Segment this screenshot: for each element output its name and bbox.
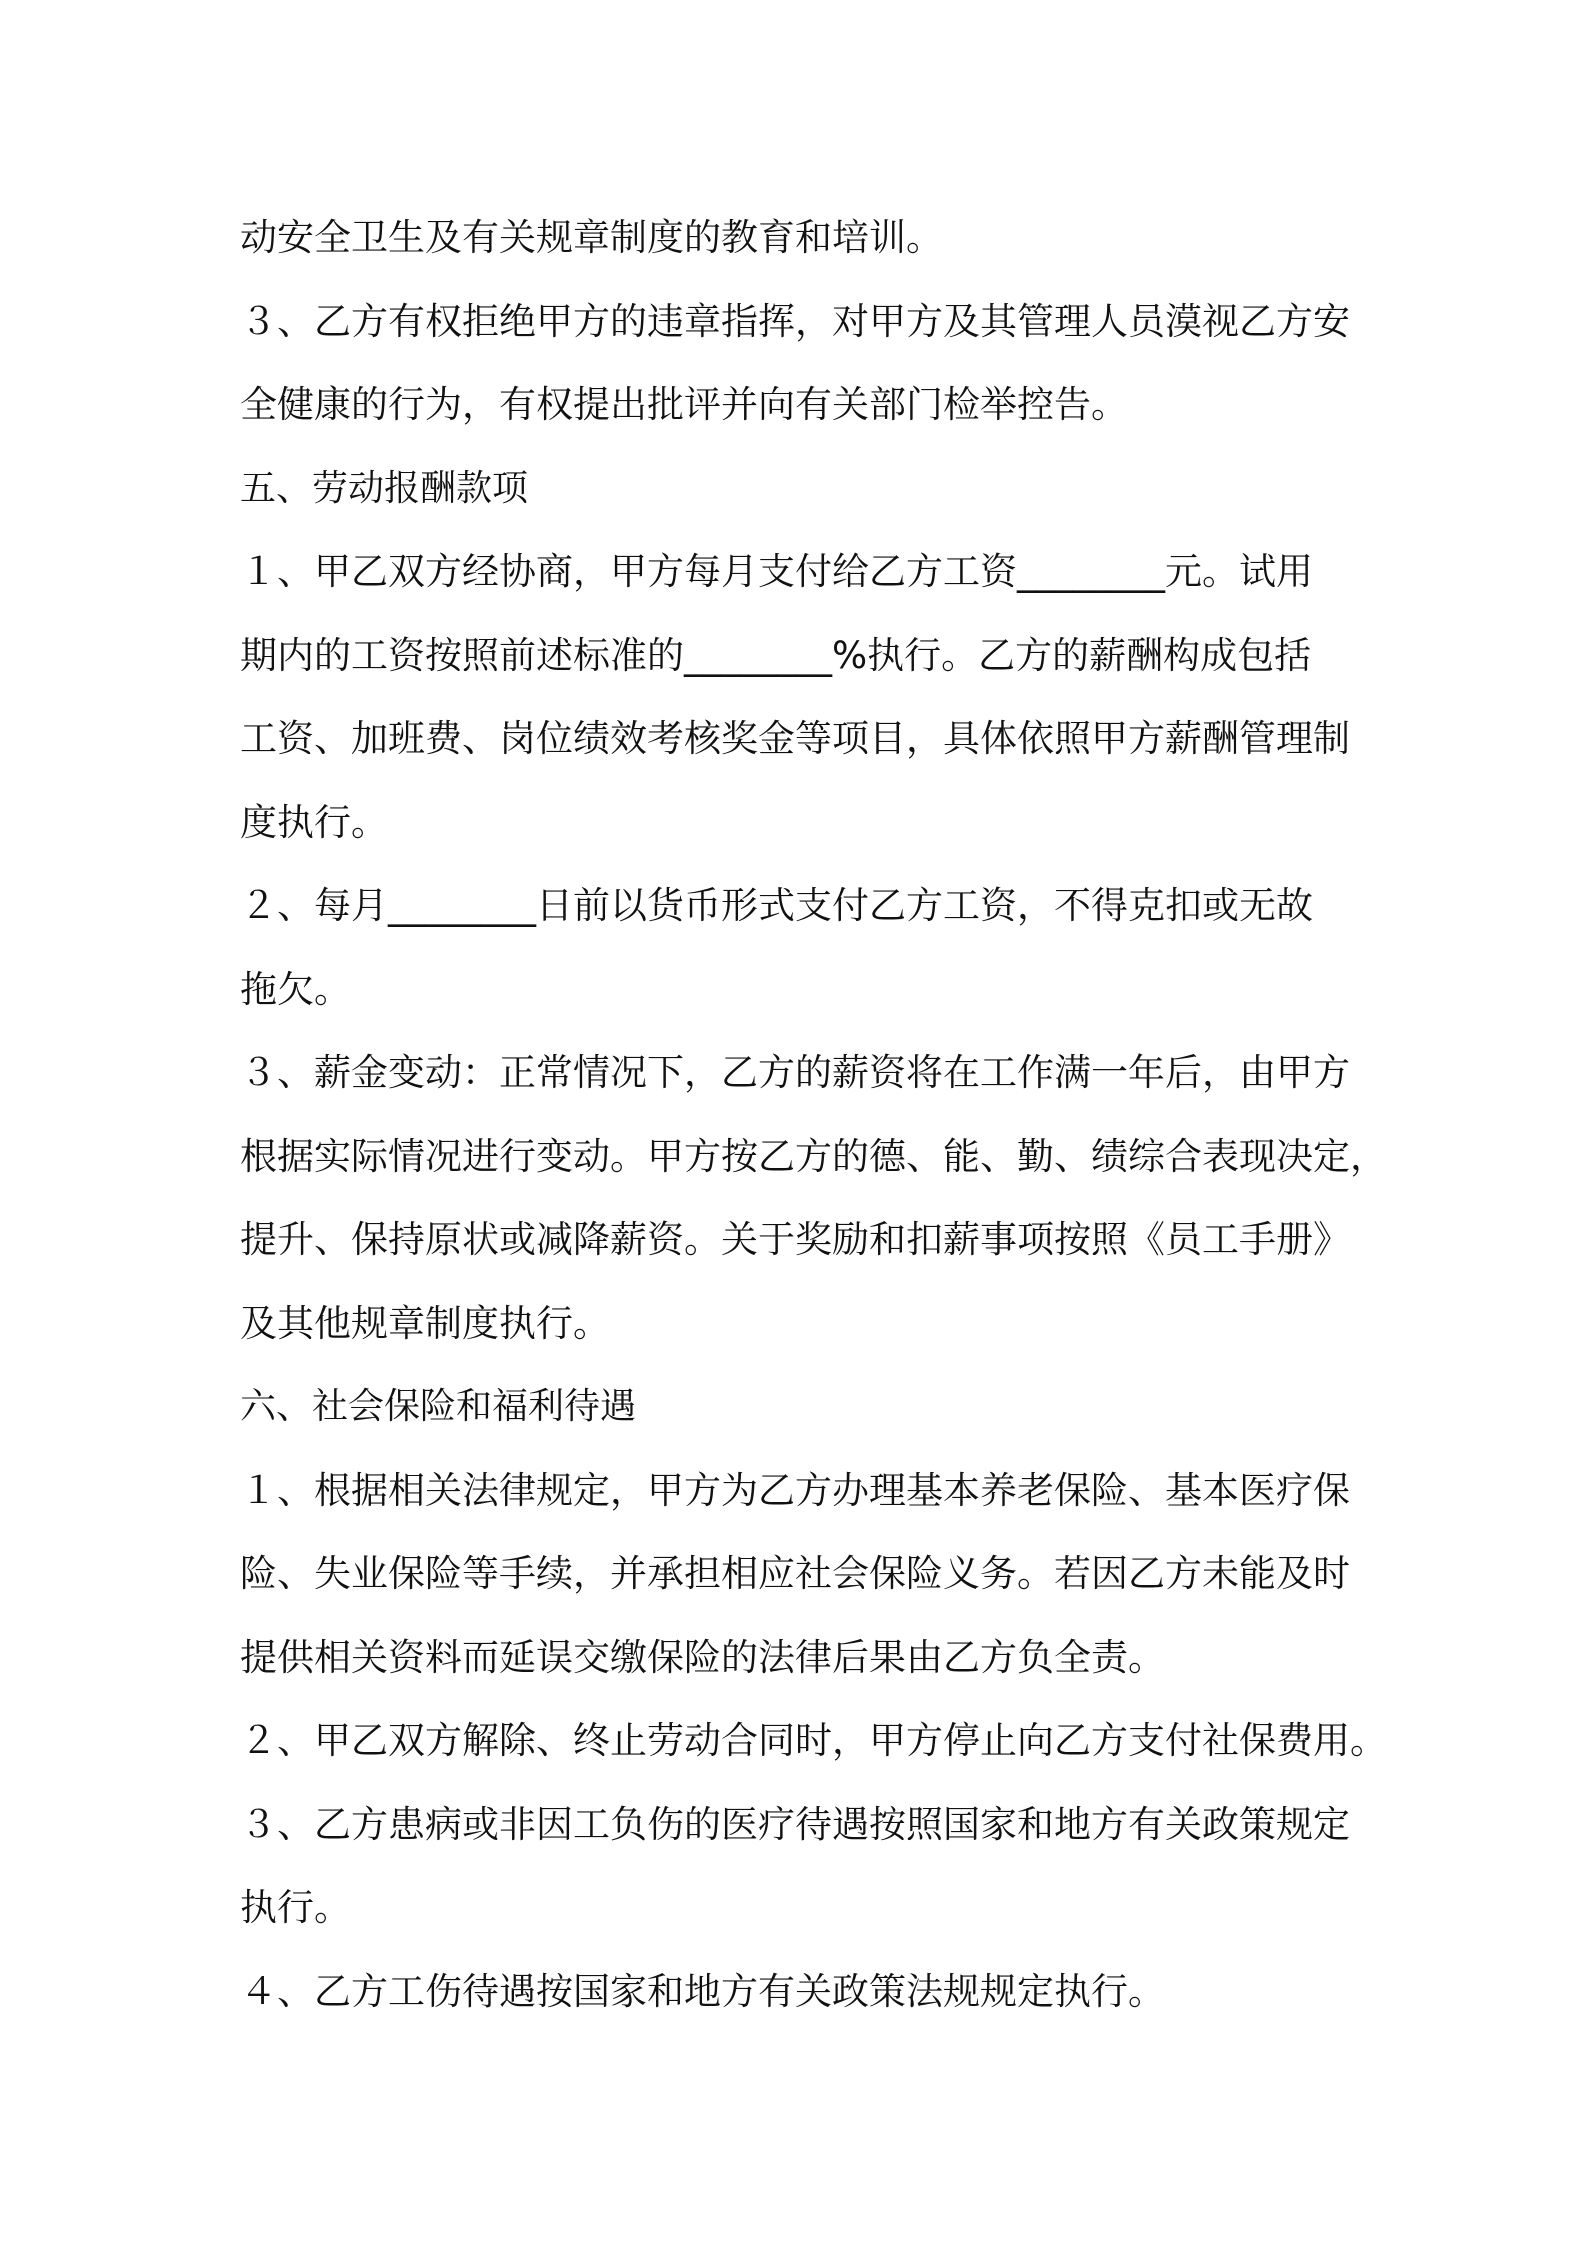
text-line: ２、甲乙双方解除、终止劳动合同时，甲方停止向乙方支付社保费用。 (240, 1719, 1387, 1762)
text-line: 执行。 (240, 1886, 351, 1929)
section-heading: 五、劳动报酬款项 (240, 467, 529, 509)
text-line: 提升、保持原状或减降薪资。关于奖励和扣薪事项按照《员工手册》 (240, 1218, 1350, 1261)
text-line: 险、失业保险等手续，并承担相应社会保险义务。若因乙方未能及时 (240, 1552, 1350, 1595)
text-line: １、根据相关法律规定，甲方为乙方办理基本养老保险、基本医疗保 (240, 1468, 1350, 1512)
text-line: 拖欠。 (240, 967, 351, 1011)
text-line: 提供相关资料而延误交缴保险的法律后果由乙方负全责。 (240, 1635, 1165, 1679)
text-line: 工资、加班费、岗位绩效考核奖金等项目，具体依照甲方薪酬管理制 (240, 717, 1350, 760)
text-line: 及其他规章制度执行。 (240, 1301, 610, 1345)
text-line: ３、薪金变动：正常情况下，乙方的薪资将在工作满一年后，由甲方 (240, 1051, 1350, 1094)
text-line: ２、每月________日前以货币形式支付乙方工资，不得克扣或无故 (240, 884, 1313, 927)
text-line: ３、乙方有权拒绝甲方的违章指挥，对甲方及其管理人员漠视乙方安 (240, 299, 1350, 343)
text-line: ４、乙方工伤待遇按国家和地方有关政策法规规定执行。 (240, 1969, 1165, 2013)
text-line: 全健康的行为，有权提出批评并向有关部门检举控告。 (240, 383, 1128, 426)
text-line: 根据实际情况进行变动。甲方按乙方的德、能、勤、绩综合表现决定， (240, 1134, 1387, 1178)
text-line: 动安全卫生及有关规章制度的教育和培训。 (240, 216, 943, 259)
text-line: 期内的工资按照前述标准的________%执行。乙方的薪酬构成包括 (240, 633, 1312, 677)
section-heading: 六、社会保险和福利待遇 (240, 1386, 637, 1427)
text-line: ３、乙方患病或非因工负伤的医疗待遇按照国家和地方有关政策规定 (240, 1802, 1350, 1846)
text-line: １、甲乙双方经协商，甲方每月支付给乙方工资________元。试用 (240, 550, 1313, 593)
text-line: 度执行。 (240, 800, 388, 844)
